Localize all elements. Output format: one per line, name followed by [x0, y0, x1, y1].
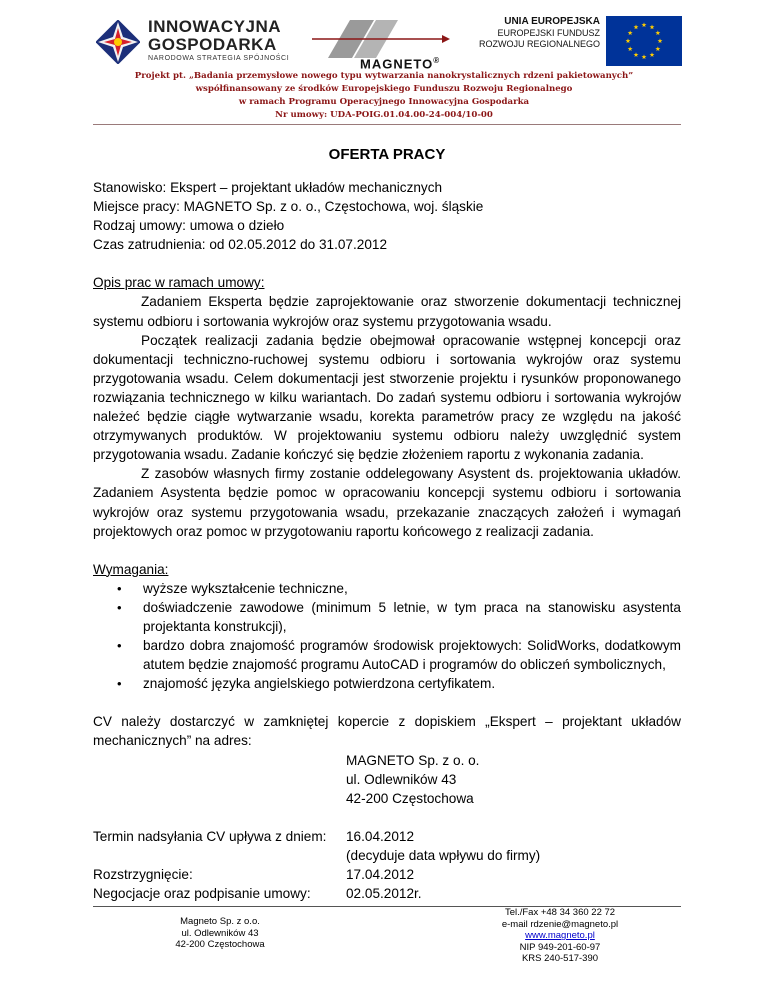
description-paragraph-1: Zadaniem Eksperta będzie zaprojektowanie oraz stworzenie dokumentacji technicznej systemu odbioru i sortowania wykrojów oraz systemu przygotowania wsadu. [93, 294, 681, 329]
ue-logo [466, 16, 686, 68]
requirements-list [93, 579, 681, 694]
project-line-2: współfinansowany ze środków Europejskiego Funduszu Rozwoju Regionalnego [195, 84, 573, 94]
address-line-3: 42-200 Częstochowa [346, 790, 474, 806]
negotiation-row [93, 884, 681, 903]
innowacyjna-gospodarka-logo [96, 14, 306, 66]
footer-company-name: Magneto Sp. z o.o. [180, 916, 260, 927]
magneto-name: MAGNETO [360, 56, 434, 72]
ig-logo-text [148, 18, 289, 62]
negotiation-label: Negocjacje oraz podpisanie umowy: [93, 886, 311, 902]
decision-row [93, 865, 681, 884]
requirement-item: • bardzo dobra znajomość programów środowisk projektowych: SolidWorks, dodatkowym atutem będzie znajomość programu AutoCAD i programów do obliczeń symbolicznych, [131, 636, 681, 674]
header-divider [93, 124, 681, 125]
contract-number: UDA-POIG.01.04.00-24-004/10-00 [330, 110, 493, 120]
description-heading: Opis prac w ramach umowy: [93, 275, 265, 291]
footer-city: 42-200 Częstochowa [175, 939, 265, 950]
eu-flag-icon [606, 16, 682, 66]
description-paragraph-3: Z zasobów własnych firmy zostanie oddelegowany Asystent ds. projektowania układów. Zadaniem Asystenta będzie pomoc w opracowaniu koncepcji systemu odbioru i sortowania wykrojów oraz systemu przygotowania wsadu, przekazanie znaczących założeń i wymagań projektowych oraz pomoc w przygotowaniu raportu końcowego z realizacji zadania. [93, 466, 681, 539]
spacer [93, 254, 681, 273]
footer-street: ul. Odlewników 43 [181, 927, 259, 939]
decision-value: 17.04.2012 [346, 867, 415, 882]
deadline-value: 16.04.2012 [346, 828, 415, 844]
footer-email[interactable]: e-mail rdzenie@magneto.pl [501, 918, 619, 930]
description-paragraph-2: Początek realizacji zadania będzie obejmował opracowanie wstępnej koncepcji oraz dokumentacji techniczno-ruchowej systemu odbioru i sortowania wykrojów oraz systemu przygotowania wsadu. Celem dokumentacji jest stworzenie projektu i rysunków proponowanego rozwiązania technicznego w kilku wariantach. Do zadań systemu odbioru i sortowania wykrojów należeć będzie ciągłe wytwarzanie wsadu, korekta parametrów pracy ze względu na jakość otrzymywanych produktów. W projektowaniu systemu odbioru należy uwzględnić system przygotowania wsadu. Zadanie kończyć się będzie złożeniem raportu z wykonania zadania. [93, 332, 681, 463]
ue-logo-text [466, 16, 600, 50]
contract-line [60, 109, 708, 122]
ue-logo-line2: EUROPEJSKI FUNDUSZ [497, 28, 600, 38]
address-line-2: ul. Odlewników 43 [346, 771, 457, 787]
project-line-3: w ramach Programu Operacyjnego Innowacyjna Gospodarka [238, 97, 530, 107]
footer-company-address [150, 916, 290, 951]
decision-label: Rozstrzygnięcie: [93, 867, 193, 882]
spacer [93, 808, 681, 827]
contract-label: Nr umowy: [275, 110, 328, 120]
requirements-heading: Wymagania: [93, 561, 169, 577]
requirement-item: • wyższe wykształcenie techniczne, [131, 579, 681, 598]
footer-krs: KRS 240-517-390 [521, 953, 599, 965]
requirement-item: • znajomość języka angielskiego potwierdzona certyfikatem. [131, 674, 681, 693]
ig-logo-line2: GOSPODARKA [148, 35, 277, 54]
project-info [60, 70, 708, 122]
offer-title: OFERTA PRACY [328, 146, 446, 163]
footer-website-link[interactable]: www.magneto.pl [525, 930, 595, 942]
address-line-1: MAGNETO Sp. z o. o. [346, 752, 480, 768]
ue-logo-line1: UNIA EUROPEJSKA [504, 16, 600, 27]
project-line-1: Projekt pt. „Badania przemysłowe nowego typu wytwarzania nanokrystalicznych rdzeni pakietowanych” [134, 71, 634, 81]
footer-tel: Tel./Fax +48 34 360 22 72 [504, 907, 616, 918]
magneto-registered-mark: ® [433, 56, 441, 65]
spacer [93, 541, 681, 560]
deadline-note: (decyduje data wpływu do firmy) [346, 847, 541, 863]
deadline-row [93, 827, 681, 846]
magneto-logo [312, 18, 472, 76]
offer-body [93, 145, 681, 903]
info-workplace: Miejsce pracy: MAGNETO Sp. z o. o., Częstochowa, woj. śląskie [93, 199, 484, 215]
delivery-address [346, 751, 681, 808]
footer-contact [470, 907, 650, 965]
ig-logo-line1: INNOWACYJNA [148, 17, 282, 36]
deadline-label: Termin nadsyłania CV upływa z dniem: [93, 828, 327, 844]
info-employment-period: Czas zatrudnienia: od 02.05.2012 do 31.07.2012 [93, 237, 388, 253]
requirement-item: • doświadczenie zawodowe (minimum 5 letnie, w tym praca na stanowisku asystenta projektanta konstrukcji), [131, 598, 681, 636]
info-contract-type: Rodzaj umowy: umowa o dzieło [93, 218, 285, 234]
ig-star-icon [96, 20, 140, 64]
deadline-note-row [93, 846, 681, 865]
info-position: Stanowisko: Ekspert – projektant układów mechanicznych [93, 180, 443, 195]
cv-instructions: CV należy dostarczyć w zamkniętej kopercie z dopiskiem „Ekspert – projektant układów mechanicznych” na adres: [93, 714, 681, 749]
ue-logo-line3: ROZWOJU REGIONALNEGO [478, 39, 600, 49]
footer-nip: NIP 949-201-60-97 [519, 941, 601, 953]
negotiation-value: 02.05.2012r. [346, 886, 422, 902]
ig-logo-line3: NARODOWA STRATEGIA SPÓJNOŚCI [148, 55, 290, 62]
spacer [93, 693, 681, 712]
